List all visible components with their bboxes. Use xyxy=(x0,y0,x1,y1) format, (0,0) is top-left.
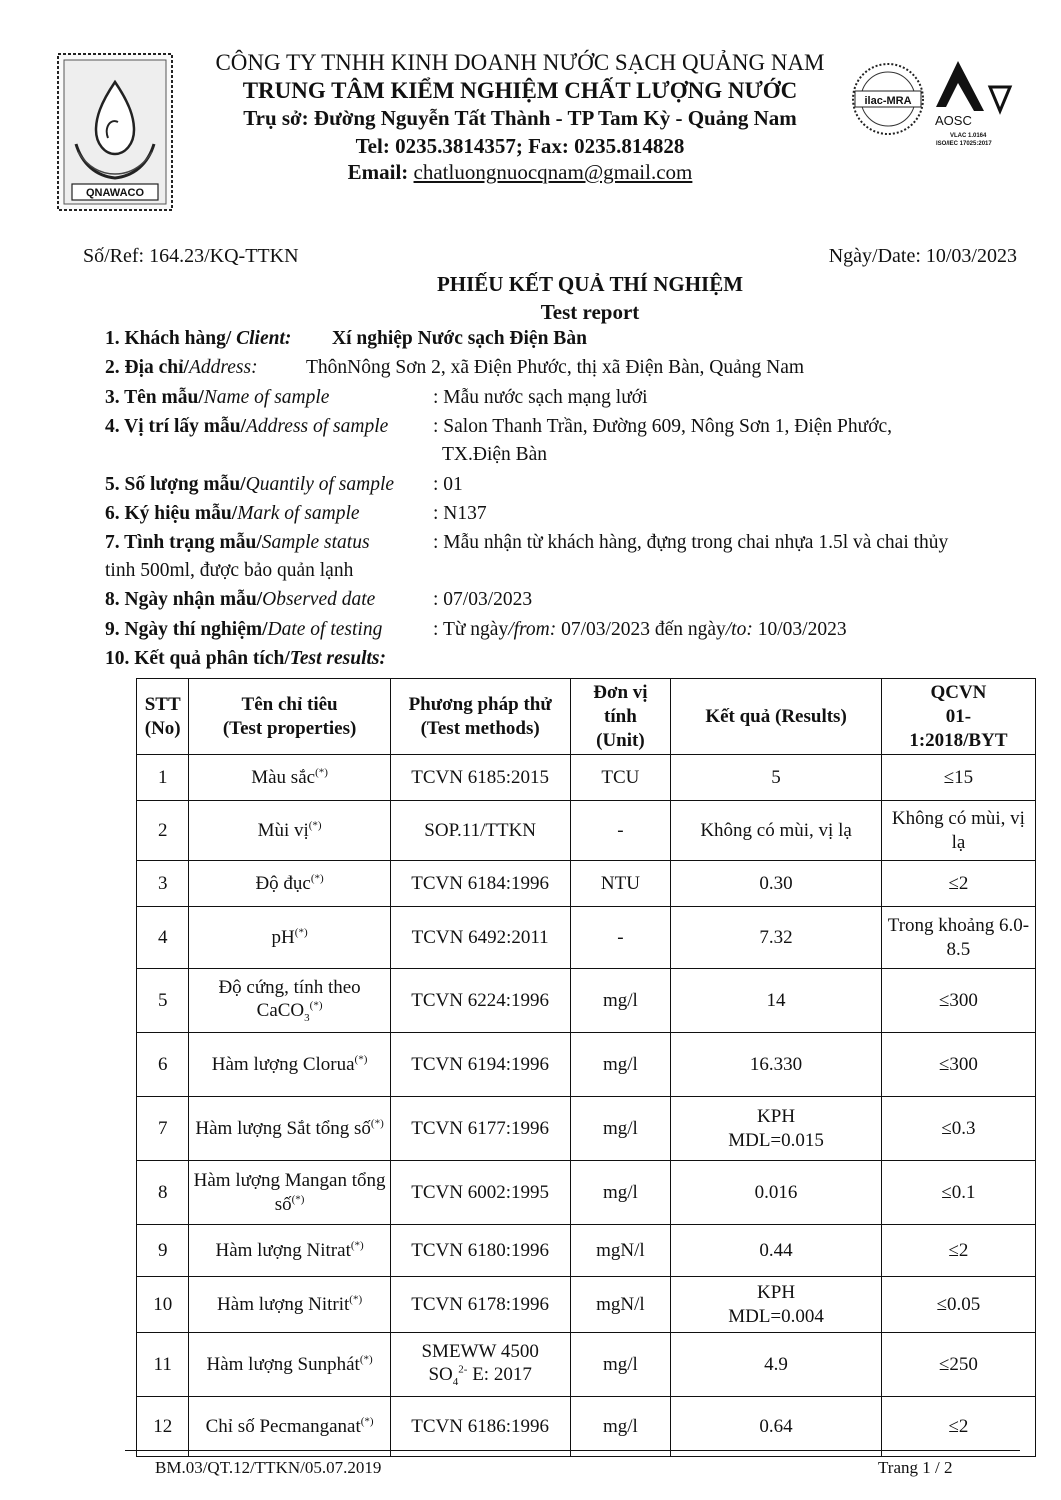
row-number: 9 xyxy=(137,1225,189,1277)
sample-status-value-line2: tinh 500ml, được bảo quản lạnh xyxy=(105,560,354,581)
email-label: Email: xyxy=(347,160,409,184)
qnawaco-logo-text: QNAWACO xyxy=(85,187,145,199)
vlac-code-text: VLAC 1.0164 xyxy=(950,133,987,139)
table-row xyxy=(137,1397,1036,1457)
property-name: pH(*) xyxy=(189,907,390,969)
result-value: 14 xyxy=(671,969,882,1033)
result-value: Không có mùi, vị lạ xyxy=(671,801,882,861)
report-title: PHIẾU KẾT QUẢ THÍ NGHIỆM xyxy=(436,272,744,296)
sample-location-label: 4. Vị trí lấy mẫu/Address of sample xyxy=(105,416,389,437)
property-name: Hàm lượng Nitrit(*) xyxy=(189,1277,390,1333)
row-number: 7 xyxy=(137,1097,189,1161)
test-method: TCVN 6492:2011 xyxy=(390,907,570,969)
header-qcvn: QCVN 01- 1:2018/BYT xyxy=(881,679,1035,755)
result-value: 4.9 xyxy=(671,1333,882,1397)
qcvn-limit: ≤300 xyxy=(881,1033,1035,1097)
qcvn-limit: Trong khoảng 6.0-8.5 xyxy=(881,907,1035,969)
results-table xyxy=(136,678,1036,1457)
footer-divider xyxy=(125,1450,1020,1451)
property-name: Hàm lượng Nitrat(*) xyxy=(189,1225,390,1277)
test-method: TCVN 6185:2015 xyxy=(390,755,570,801)
test-results-label: 10. Kết quả phân tích/Test results: xyxy=(105,648,387,669)
sample-location-value-line2: TX.Điện Bàn xyxy=(442,444,548,465)
address-label: 2. Địa chỉ/Address: xyxy=(105,357,258,378)
form-code: BM.03/QT.12/TTKN/05.07.2019 xyxy=(155,1458,382,1477)
center-name: TRUNG TÂM KIỂM NGHIỆM CHẤT LƯỢNG NƯỚC xyxy=(242,78,798,103)
table-row xyxy=(137,1333,1036,1397)
table-row xyxy=(137,1225,1036,1277)
table-row xyxy=(137,1097,1036,1161)
unit: - xyxy=(570,801,671,861)
test-method: SMEWW 4500 $SO_4^{2-}$ E: 2017 xyxy=(390,1333,570,1397)
test-method: TCVN 6186:1996 xyxy=(390,1397,570,1457)
header-test-properties: Tên chỉ tiêu (Test properties) xyxy=(189,679,390,755)
qcvn-limit: ≤15 xyxy=(881,755,1035,801)
client-value: Xí nghiệp Nước sạch Điện Bàn xyxy=(332,328,587,349)
row-number: 12 xyxy=(137,1397,189,1457)
sample-quantity-value: : 01 xyxy=(433,474,463,495)
result-value: 0.64 xyxy=(671,1397,882,1457)
unit: mg/l xyxy=(570,1333,671,1397)
unit: mg/l xyxy=(570,1161,671,1225)
sample-quantity-label: 5. Số lượng mẫu/Quantily of sample xyxy=(105,474,395,495)
client-label: 1. Khách hàng/ Client: xyxy=(105,328,292,349)
property-name: Hàm lượng Clorua(*) xyxy=(189,1033,390,1097)
row-number: 10 xyxy=(137,1277,189,1333)
unit: mgN/l xyxy=(570,1225,671,1277)
unit: NTU xyxy=(570,861,671,907)
unit: mg/l xyxy=(570,1033,671,1097)
property-name: Mùi vị(*) xyxy=(189,801,390,861)
unit: mgN/l xyxy=(570,1277,671,1333)
row-number: 3 xyxy=(137,861,189,907)
header-results: Kết quả (Results) xyxy=(671,679,882,755)
qcvn-limit: Không có mùi, vị lạ xyxy=(881,801,1035,861)
qcvn-limit: ≤250 xyxy=(881,1333,1035,1397)
result-value: 0.016 xyxy=(671,1161,882,1225)
reference-number: Số/Ref: 164.23/KQ-TTKN xyxy=(83,245,299,267)
qcvn-limit: ≤2 xyxy=(881,861,1035,907)
test-method: TCVN 6224:1996 xyxy=(390,969,570,1033)
test-method: TCVN 6177:1996 xyxy=(390,1097,570,1161)
result-value: KPH MDL=0.015 xyxy=(671,1097,882,1161)
table-header-row xyxy=(137,679,1036,755)
table-row xyxy=(137,755,1036,801)
result-value: 5 xyxy=(671,755,882,801)
property-name: Hàm lượng Sắt tổng số(*) xyxy=(189,1097,390,1161)
property-name: Hàm lượng Sunphát(*) xyxy=(189,1333,390,1397)
testing-date-value: : Từ ngày/from: 07/03/2023 đến ngày/to: 10/03/2023 xyxy=(433,619,847,640)
row-number: 11 xyxy=(137,1333,189,1397)
property-name: Độ đục(*) xyxy=(189,861,390,907)
company-name: CÔNG TY TNHH KINH DOANH NƯỚC SẠCH QUẢNG NAM xyxy=(215,50,825,75)
header-test-methods: Phương pháp thử (Test methods) xyxy=(390,679,570,755)
phone-fax: Tel: 0235.3814357; Fax: 0235.814828 xyxy=(355,134,685,158)
accreditation-logos xyxy=(850,55,1025,155)
sample-mark-value: : N137 xyxy=(433,503,487,524)
unit: mg/l xyxy=(570,1097,671,1161)
result-value: 7.32 xyxy=(671,907,882,969)
qnawaco-logo xyxy=(56,52,174,212)
unit: - xyxy=(570,907,671,969)
sample-name-label: 3. Tên mẫu/Name of sample xyxy=(105,387,330,408)
row-number: 1 xyxy=(137,755,189,801)
table-row xyxy=(137,907,1036,969)
test-method: TCVN 6002:1995 xyxy=(390,1161,570,1225)
qcvn-limit: ≤2 xyxy=(881,1225,1035,1277)
table-row xyxy=(137,1277,1036,1333)
property-name: Chỉ số Pecmanganat(*) xyxy=(189,1397,390,1457)
test-method: TCVN 6184:1996 xyxy=(390,861,570,907)
address-value: ThônNông Sơn 2, xã Điện Phước, thị xã Điện Bàn, Quảng Nam xyxy=(306,357,805,378)
result-value: KPH MDL=0.004 xyxy=(671,1277,882,1333)
table-row xyxy=(137,801,1036,861)
ilac-mra-logo-text: ilac-MRA xyxy=(864,95,912,107)
iso-standard-text: ISO/IEC 17025:2017 xyxy=(936,141,992,147)
sample-name-value: : Mẫu nước sạch mạng lưới xyxy=(433,387,648,408)
unit: mg/l xyxy=(570,969,671,1033)
report-subtitle: Test report xyxy=(540,300,640,324)
testing-date-label: 9. Ngày thí nghiệm/Date of testing xyxy=(105,619,383,640)
qcvn-limit: ≤0.3 xyxy=(881,1097,1035,1161)
property-name: Hàm lượng Mangan tổng số(*) xyxy=(189,1161,390,1225)
observed-date-label: 8. Ngày nhận mẫu/Observed date xyxy=(105,589,376,610)
row-number: 4 xyxy=(137,907,189,969)
result-value: 0.44 xyxy=(671,1225,882,1277)
aosc-logo-text: AOSC xyxy=(935,113,972,128)
unit: mg/l xyxy=(570,1397,671,1457)
email-link[interactable]: chatluongnuocqnam@gmail.com xyxy=(413,160,693,184)
table-row xyxy=(137,969,1036,1033)
table-row xyxy=(137,861,1036,907)
qcvn-limit: ≤2 xyxy=(881,1397,1035,1457)
test-method: TCVN 6180:1996 xyxy=(390,1225,570,1277)
row-number: 5 xyxy=(137,969,189,1033)
row-number: 8 xyxy=(137,1161,189,1225)
sample-status-label: 7. Tình trạng mẫu/Sample status xyxy=(105,532,370,553)
test-method: TCVN 6194:1996 xyxy=(390,1033,570,1097)
head-office-address: Trụ sở: Đường Nguyễn Tất Thành - TP Tam Kỳ - Quảng Nam xyxy=(243,106,797,130)
row-number: 2 xyxy=(137,801,189,861)
unit: TCU xyxy=(570,755,671,801)
property-name: Độ cứng, tính theo CaCO$_3$(*) xyxy=(189,969,390,1033)
report-date: Ngày/Date: 10/03/2023 xyxy=(828,245,1017,267)
test-method: SOP.11/TTKN xyxy=(390,801,570,861)
page-number: Trang 1 / 2 xyxy=(878,1458,953,1477)
sample-status-value-line1: : Mẫu nhận từ khách hàng, đựng trong chai nhựa 1.5l và chai thủy xyxy=(433,532,949,553)
qcvn-limit: ≤0.05 xyxy=(881,1277,1035,1333)
table-row xyxy=(137,1033,1036,1097)
email-line xyxy=(180,160,860,185)
table-row xyxy=(137,1161,1036,1225)
observed-date-value: : 07/03/2023 xyxy=(433,589,533,610)
header-stt: STT (No) xyxy=(137,679,189,755)
row-number: 6 xyxy=(137,1033,189,1097)
header-unit: Đơn vị tính (Unit) xyxy=(570,679,671,755)
test-method: TCVN 6178:1996 xyxy=(390,1277,570,1333)
qcvn-limit: ≤0.1 xyxy=(881,1161,1035,1225)
result-value: 0.30 xyxy=(671,861,882,907)
result-value: 16.330 xyxy=(671,1033,882,1097)
sample-location-value-line1: : Salon Thanh Trần, Đường 609, Nông Sơn 1, Điện Phước, xyxy=(433,416,893,437)
property-name: Màu sắc(*) xyxy=(189,755,390,801)
qcvn-limit: ≤300 xyxy=(881,969,1035,1033)
sample-mark-label: 6. Ký hiệu mẫu/Mark of sample xyxy=(105,503,360,524)
